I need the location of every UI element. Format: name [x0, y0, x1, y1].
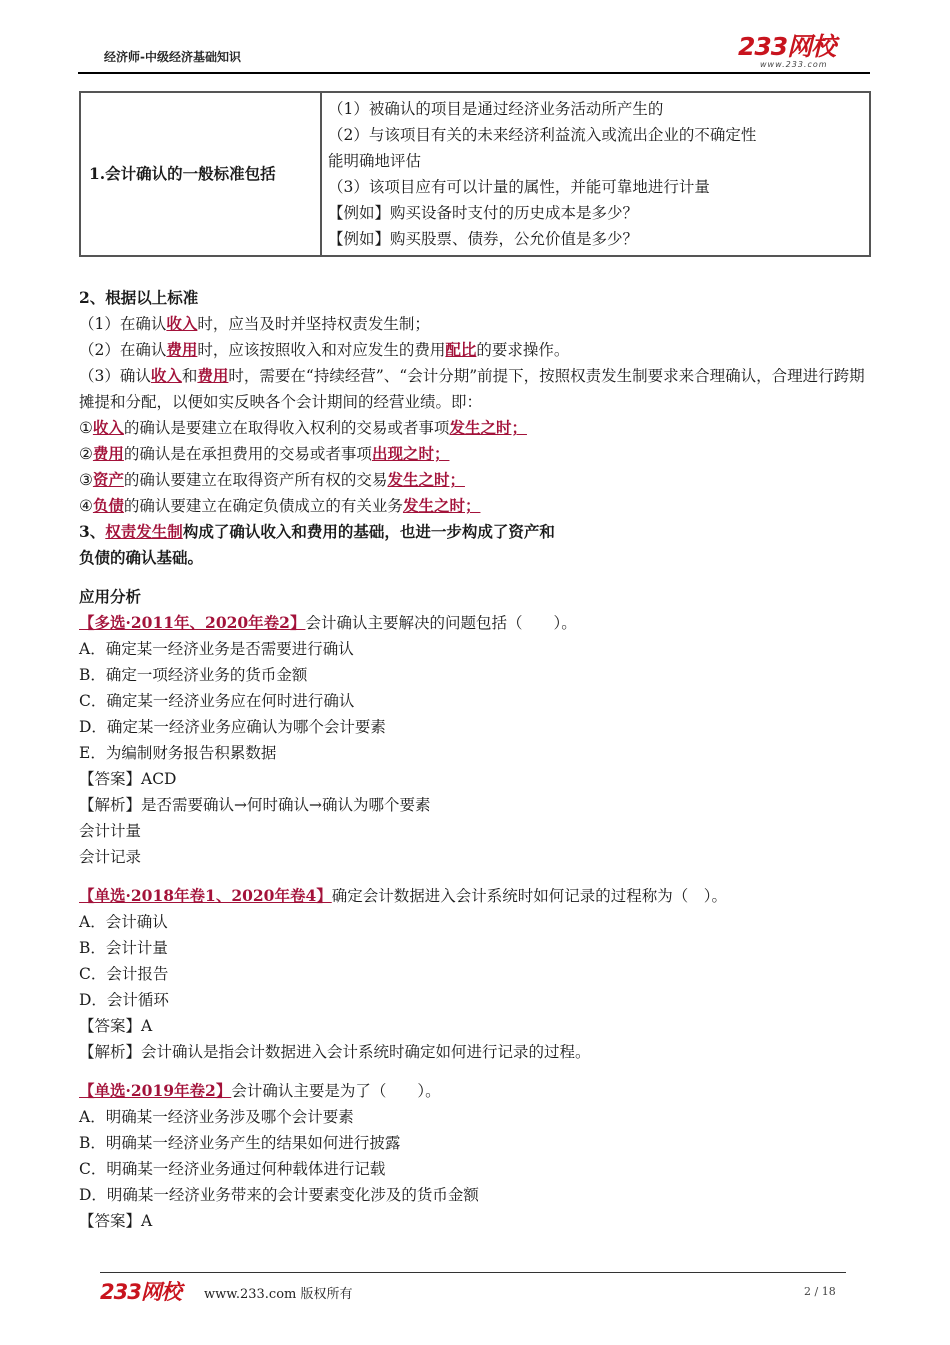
rule-item — [79, 441, 871, 467]
explanation-extra: 会计计量 — [79, 822, 142, 840]
answer: 【答案】A — [79, 1017, 153, 1035]
text-run: 的确认是要建立在取得收入权利的交易或者事项 — [123, 419, 450, 437]
table-item: 能明确地评估 — [328, 152, 422, 170]
text-run: 时，应该按照收入和对应发生的费用 — [197, 341, 446, 359]
keyword-highlight: 收入 — [150, 366, 182, 385]
question-option: E．为编制财务报告积累数据 — [79, 744, 277, 762]
text-run: 3、 — [79, 522, 106, 541]
question-stem — [79, 1078, 871, 1104]
keyword-highlight: 收入 — [166, 314, 198, 333]
text-run: 时，需要在“持续经营”、“会计分期”前提下，按照权责发生制要求来合理确认，合理进行跨期摊提和分配，以便如实反映各个会计期间的经营业绩。即： — [79, 367, 865, 411]
question-option: B．明确某一经济业务产生的结果如何进行披露 — [79, 1134, 401, 1152]
table-item: （1）被确认的项目是通过经济业务活动所产生的 — [328, 100, 664, 118]
text-run: 和 — [181, 367, 198, 385]
analysis-heading: 应用分析 — [79, 587, 142, 606]
document-title: 经济师-中级经济基础知识 — [104, 50, 241, 64]
document-body — [79, 285, 871, 1234]
text-run: 时，应当及时并坚持权责发生制； — [197, 315, 430, 333]
keyword-highlight: 发生之时； — [402, 496, 481, 515]
rule-item — [79, 493, 871, 519]
item-number: ③ — [79, 471, 93, 489]
question-option: B．确定一项经济业务的货币金额 — [79, 666, 308, 684]
table-item: （3）该项目应有可以计量的属性，并能可靠地进行计量 — [328, 178, 710, 196]
section-3-line — [79, 519, 871, 545]
question-option: C．明确某一经济业务通过何种载体进行记载 — [79, 1160, 386, 1178]
keyword-highlight: 发生之时； — [387, 470, 465, 489]
keyword-highlight: 费用 — [166, 340, 198, 359]
question-option: A．会计确认 — [79, 913, 168, 931]
question-option: A．明确某一经济业务涉及哪个会计要素 — [79, 1108, 354, 1126]
table-item: 【例如】购买设备时支付的历史成本是多少？ — [328, 204, 639, 222]
question-tag: 【单选·2018年卷1、2020年卷4】 — [79, 886, 332, 905]
table-item: （2）与该项目有关的未来经济利益流入或流出企业的不确定性 — [328, 126, 757, 144]
keyword-highlight: 出现之时； — [371, 444, 450, 463]
text-run: 的要求操作。 — [476, 341, 570, 359]
keyword-highlight: 费用 — [197, 366, 229, 385]
text-run: （3）确认 — [79, 367, 151, 385]
table-label-cell: 1.会计确认的一般标准包括 — [80, 92, 321, 256]
keyword-highlight: 费用 — [92, 444, 124, 463]
question-tag: 【单选·2019年卷2】 — [79, 1081, 232, 1100]
text-run: 会计确认主要解决的问题包括（ ）。 — [305, 614, 577, 632]
copyright-text: www.233.com 版权所有 — [204, 1287, 353, 1302]
explanation: 【解析】会计确认是指会计数据进入会计系统时确定如何进行记录的过程。 — [79, 1043, 591, 1061]
rule-item — [79, 415, 871, 441]
answer: 【答案】ACD — [79, 770, 177, 788]
table-items-cell — [321, 92, 870, 256]
question-option: B．会计计量 — [79, 939, 168, 957]
footer-divider — [100, 1272, 846, 1273]
keyword-highlight: 负债 — [92, 496, 124, 515]
question-stem — [79, 610, 871, 636]
keyword-highlight: 权责发生制 — [105, 522, 183, 541]
question-option: C．会计报告 — [79, 965, 169, 983]
text-run: （1）在确认 — [79, 315, 167, 333]
section-heading: 2、根据以上标准 — [79, 288, 199, 307]
table-item: 【例如】购买股票、债券，公允价值是多少？ — [328, 230, 639, 248]
question-option: D．明确某一经济业务带来的会计要素变化涉及的货币金额 — [79, 1186, 479, 1204]
brand-logo[interactable] — [738, 34, 860, 74]
text-run: 确定会计数据进入会计系统时如何记录的过程称为（ ）。 — [331, 887, 728, 905]
explanation-extra: 会计记录 — [79, 848, 142, 866]
question-option: D．确定某一经济业务应确认为哪个会计要素 — [79, 718, 386, 736]
keyword-highlight: 资产 — [92, 470, 124, 489]
question-stem — [79, 883, 871, 909]
logo-text: 233网校 — [738, 32, 836, 61]
standards-table — [79, 91, 871, 257]
text-run: 的确认要建立在确定负债成立的有关业务 — [123, 497, 403, 515]
page-number: 2 / 18 — [804, 1285, 836, 1298]
text-run: （2）在确认 — [79, 341, 167, 359]
footer-logo[interactable]: 233网校 — [100, 1280, 181, 1304]
keyword-highlight: 配比 — [445, 340, 477, 359]
standard-paragraph — [79, 363, 871, 415]
question-option: A．确定某一经济业务是否需要进行确认 — [79, 640, 354, 658]
header-divider — [78, 72, 870, 74]
question-tag: 【多选·2011年、2020年卷2】 — [79, 613, 306, 632]
keyword-highlight: 发生之时； — [449, 418, 527, 437]
standard-paragraph — [79, 311, 871, 337]
item-number: ④ — [79, 497, 93, 515]
item-number: ① — [79, 419, 93, 437]
text-run: 的确认要建立在取得资产所有权的交易 — [123, 471, 388, 489]
text-run: 构成了确认收入和费用的基础，也进一步构成了资产和 — [182, 522, 555, 541]
keyword-highlight: 收入 — [92, 418, 124, 437]
question-option: C．确定某一经济业务应在何时进行确认 — [79, 692, 355, 710]
text-run: 的确认是在承担费用的交易或者事项 — [123, 445, 372, 463]
item-number: ② — [79, 445, 93, 463]
answer: 【答案】A — [79, 1212, 153, 1230]
explanation: 【解析】是否需要确认→何时确认→确认为哪个要素 — [79, 796, 431, 814]
question-option: D．会计循环 — [79, 991, 169, 1009]
text-run: 会计确认主要是为了（ ）。 — [231, 1082, 441, 1100]
logo-url: www.233.com — [760, 60, 828, 69]
section-3-line: 负债的确认基础。 — [79, 548, 204, 567]
standard-paragraph — [79, 337, 871, 363]
rule-item — [79, 467, 871, 493]
